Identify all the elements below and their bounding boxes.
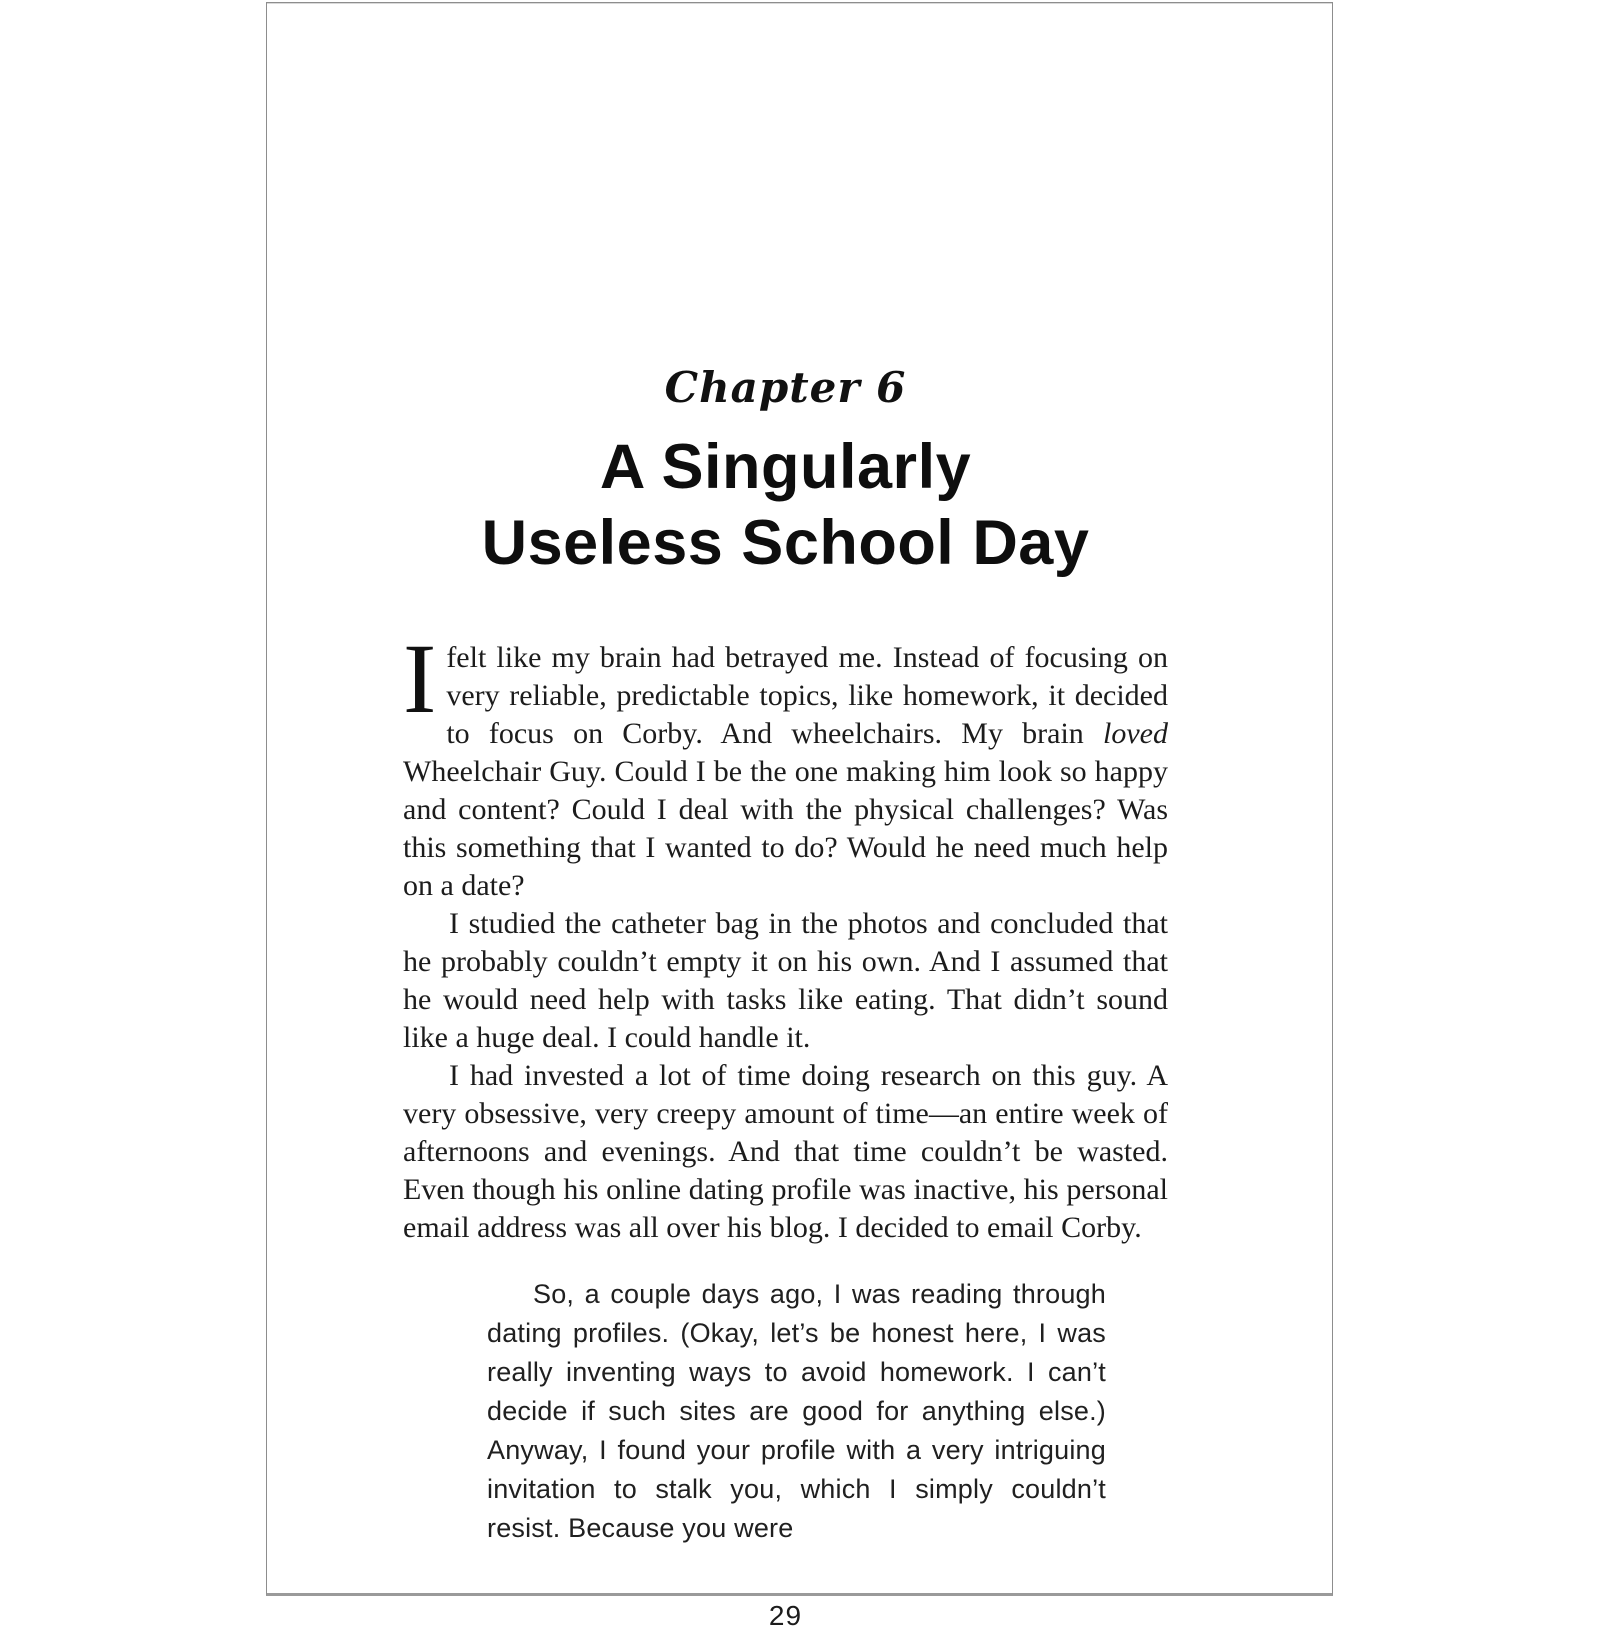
chapter-title <box>403 429 1168 581</box>
paragraph-1-text-after: Wheelchair Guy. Could I be the one making him look so happy and content? Could I deal with the physical challenges? Was this something that I wanted to do? Would he need much help on a date? <box>403 755 1168 902</box>
paragraph-1-text-before: felt like my brain had betrayed me. Instead of focusing on very reliable, predictable topics, like homework, it decided to focus on Corby. And wheelchairs. My brain <box>446 641 1168 750</box>
email-excerpt: So, a couple days ago, I was reading through dating profiles. (Okay, let’s be honest here, I was really inventing ways to avoid homework. I can’t decide if such sites are good for anything else.) Anyway, I found your profile with a very intriguing invitation to stalk you, which I simply couldn’t resist. Because you were <box>487 1279 1106 1543</box>
paragraph-3: I had invested a lot of time doing research on this guy. A very obsessive, very creepy amount of time—an entire week of afternoons and evenings. And that time couldn’t be wasted. Even though his online dating profile was inactive, his personal email address was all over his blog. I decided to email Corby. <box>403 1059 1168 1244</box>
body-text <box>403 623 1168 1247</box>
chapter-title-line1: A Singularly <box>599 432 972 502</box>
page-content <box>267 363 1332 1632</box>
drop-cap: I <box>403 623 437 734</box>
chapter-heading: Chapter 6 <box>664 363 907 412</box>
chapter-title-line2: Useless School Day <box>481 508 1090 578</box>
paragraph-1 <box>403 623 1168 905</box>
page-number: 29 <box>768 1600 803 1631</box>
paragraph-2: I studied the catheter bag in the photos and concluded that he probably couldn’t empty it on his own. And I assumed that he would need help with tasks like eating. That didn’t sound like a huge deal. I could handle it. <box>403 907 1168 1054</box>
paragraph-1-italic-word: loved <box>1103 717 1168 750</box>
book-page <box>266 2 1333 1631</box>
